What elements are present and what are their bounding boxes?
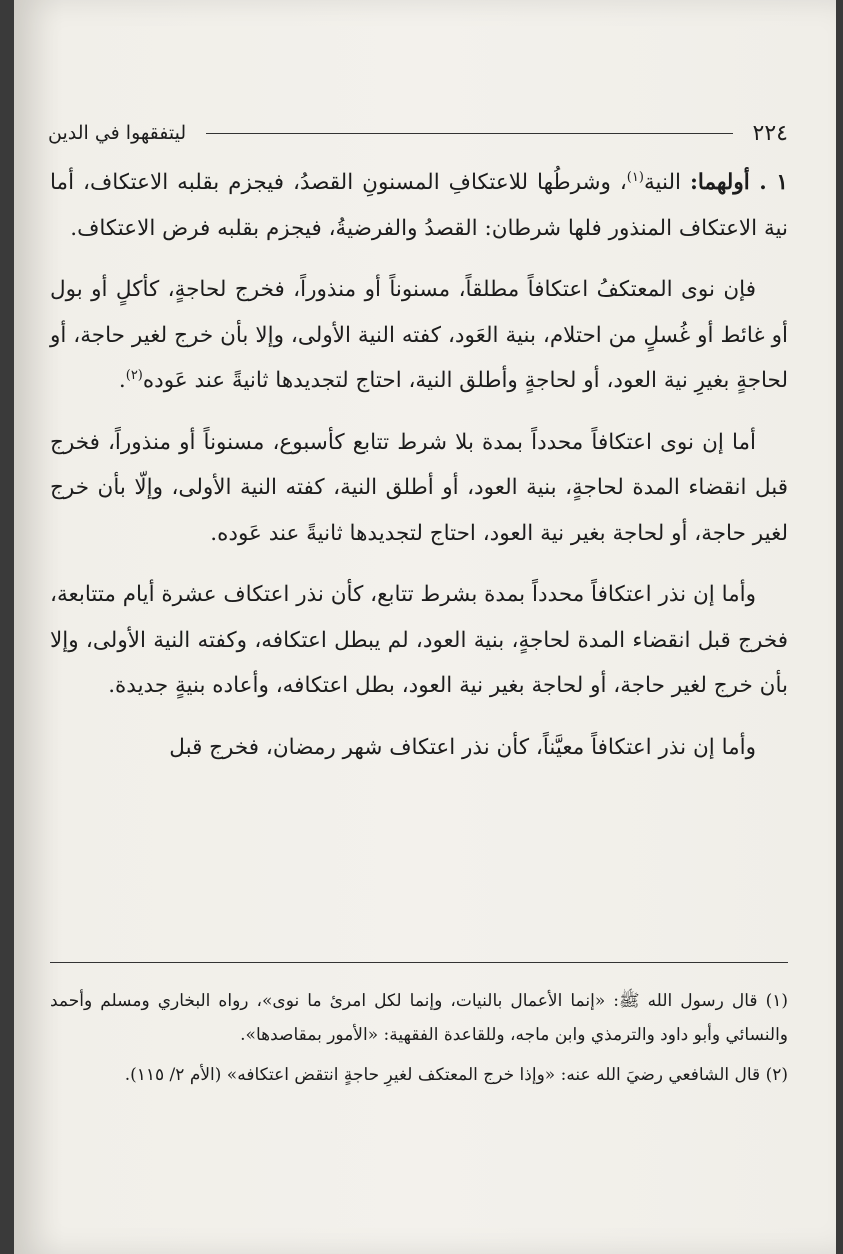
- paragraph-3: [50, 420, 788, 557]
- page-number: ٢٢٤: [752, 120, 788, 146]
- footnotes: [50, 984, 788, 1098]
- paragraph-2-text: فإن نوى المعتكفُ اعتكافاً مطلقاً، مسنوناً أو منذوراً، فخرج لحاجةٍ، كأكلٍ أو بول أو غائط أو غُسلٍ من احتلام، بنية العَود، كفته النية الأولى، وإلا بأن خرج لغير حاجة، أو لحاجةٍ بغيرِ نية العود، أو لحاجةٍ وأطلق النية، احتاج لتجديدها ثانيةً عند عَوده: [50, 277, 788, 393]
- paragraph-1-lead: ١ . أولهما:: [689, 170, 788, 195]
- footnote-2: (٢) قال الشافعي رضيَ الله عنه: «وإذا خرج المعتكف لغيرِ حاجةٍ انتقض اعتكافه» (الأم ٢/ ١١٥).: [124, 1065, 788, 1085]
- page-header: [48, 118, 788, 148]
- body-text: [50, 160, 788, 786]
- paragraph-1: [50, 160, 788, 251]
- paragraph-2: [50, 267, 788, 404]
- paragraph-5: [50, 725, 788, 771]
- footnote-ref-2[interactable]: (٢): [125, 367, 143, 383]
- paragraph-4-text: وأما إن نذر اعتكافاً محدداً بمدة بشرط تتابع، كأن نذر اعتكاف عشرة أيام متتابعة، فخرج قبل انقضاء المدة لحاجةٍ، بنية العود، لم يبطل اعتكافه، وكفته النية الأولى، وإلا بأن خرج لغير حاجة، أو لحاجة بغير نية العود، بطل اعتكافه، وأعاده بنيةٍ جديدة.: [50, 582, 788, 698]
- footnote-ref-1[interactable]: (١): [626, 169, 644, 185]
- book-page: [14, 0, 836, 1254]
- paragraph-1-text: ، وشرطُها للاعتكافِ المسنونِ القصدُ، فيجزم بقلبه الاعتكاف، أما نية الاعتكاف المنذور فلها شرطان: القصدُ والفرضيةُ، فيجزم بقلبه فرض الاعتكاف.: [50, 170, 788, 241]
- footnote-1: (١) قال رسول الله ﷺ: «إنما الأعمال بالنيات، وإنما لكل امرئ ما نوى»، رواه البخاري ومسلم وأحمد والنسائي وأبو داود والترمذي وابن ماجه، وللقاعدة الفقهية: «الأمور بمقاصدها».: [50, 991, 788, 1045]
- paragraph-1-word: النية: [643, 170, 681, 195]
- paragraph-2-end: .: [118, 368, 126, 393]
- paragraph-5-text: وأما إن نذر اعتكافاً معيَّناً، كأن نذر اعتكاف شهر رمضان، فخرج قبل: [169, 734, 756, 760]
- header-rule: [206, 133, 732, 134]
- paragraph-3-text: أما إن نوى اعتكافاً محدداً بمدة بلا شرط تتابع كأسبوع، مسنوناً أو منذوراً، فخرج قبل انقضاء المدة لحاجةٍ، بنية العود، أو أطلق النية، كفته النية الأولى، وإلّا بأن خرج لغير حاجة، أو لحاجة بغير نية العود، احتاج لتجديدها ثانيةً عند عَوده.: [50, 429, 788, 546]
- running-title: ليتفقهوا في الدين: [48, 122, 187, 144]
- footnote-divider: [50, 962, 788, 963]
- paragraph-4: [50, 572, 788, 709]
